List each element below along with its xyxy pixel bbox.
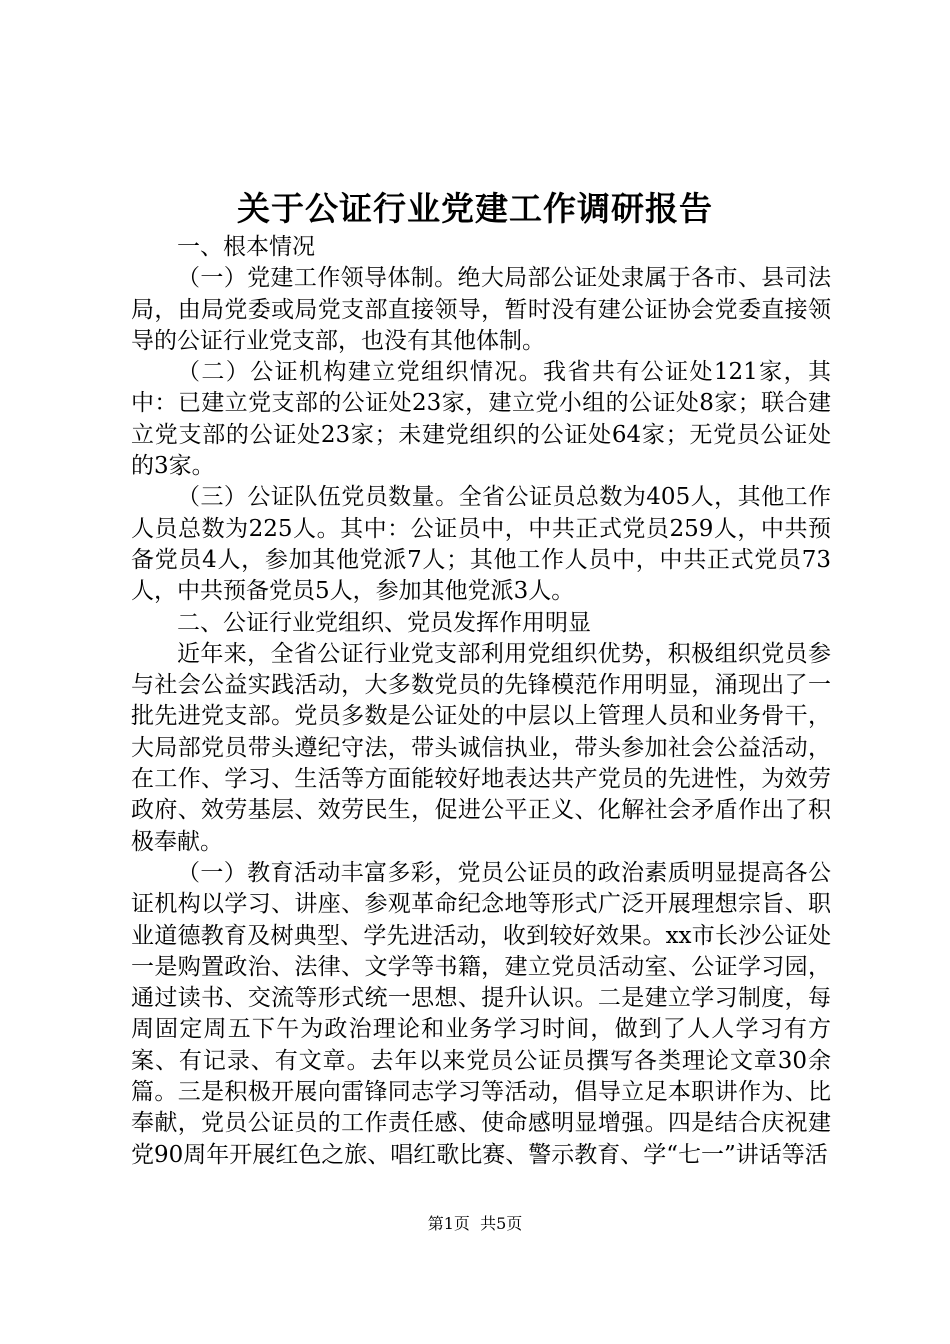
document-title: 关于公证行业党建工作调研报告 [237,189,713,228]
page-total: 共5页 [480,1214,523,1233]
page-footer [0,1213,950,1235]
paragraph-leadership-system: （一）党建工作领导体制。绝大局部公证处隶属于各市、县司法局，由局党委或局党支部直接领导，暂时没有建公证协会党委直接领导的公证行业党支部，也没有其他体制。 [131,265,831,354]
paragraph-education-activities: （一）教育活动丰富多彩，党员公证员的政治素质明显提高各公证机构以学习、讲座、参观革命纪念地等形式广泛开展理想宗旨、职业道德教育及树典型、学先进活动，收到较好效果。xx市长沙公证处一是购置政治、法律、文学等书籍，建立党员活动室、公证学习园，通过读书、交流等形式统一思想、提升认识。二是建立学习制度，每周固定周五下午为政治理论和业务学习时间，做到了人人学习有方案、有记录、有文章。去年以来党员公证员撰写各类理论文章30余篇。三是积极开展向雷锋同志学习等活动，倡导立足本职讲作为、比奉献，党员公证员的工作责任感、使命感明显增强。四是结合庆祝建党90周年开展红色之旅、唱红歌比赛、警示教育、学“七一”讲话等活 [131,859,831,1168]
section-heading-2: 二、公证行业党组织、党员发挥作用明显 [177,609,591,636]
paragraph-recent-years: 近年来，全省公证行业党支部利用党组织优势，积极组织党员参与社会公益实践活动，大多数党员的先锋模范作用明显，涌现出了一批先进党支部。党员多数是公证处的中层以上管理人员和业务骨干，大局部党员带头遵纪守法，带头诚信执业，带头参加社会公益活动，在工作、学习、生活等方面能较好地表达共产党员的先进性，为效劳政府、效劳基层、效劳民生，促进公平正义、化解社会矛盾作出了积极奉献。 [131,640,831,855]
document-body [131,232,831,1171]
page-number: 第1页 [427,1214,470,1233]
section-heading-1: 一、根本情况 [177,234,315,260]
paragraph-party-members: （三）公证队伍党员数量。全省公证员总数为405人，其他工作人员总数为225人。其中：公证员中，中共正式党员259人，中共预备党员4人，参加其他党派7人；其他工作人员中，中共正式党员73人，中共预备党员5人，参加其他党派3人。 [131,484,831,605]
paragraph-party-organization: （二）公证机构建立党组织情况。我省共有公证处121家，其中：已建立党支部的公证处23家，建立党小组的公证处8家；联合建立党支部的公证处23家；未建党组织的公证处64家；无党员公证处的3家。 [131,359,831,480]
